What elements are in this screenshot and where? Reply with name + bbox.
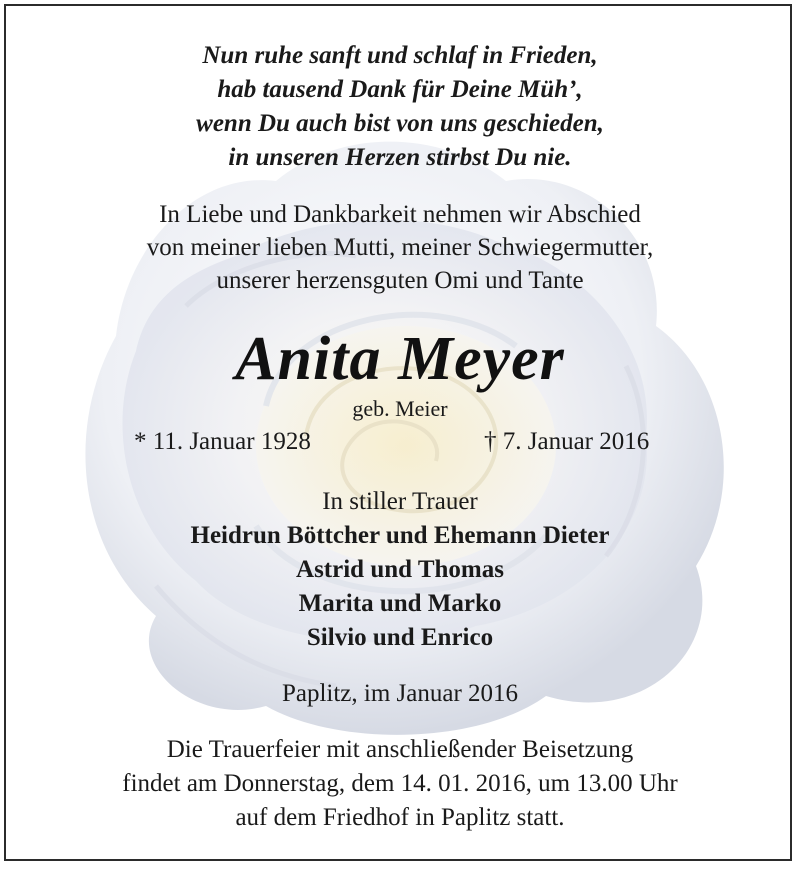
funeral-info-2: findet am Donnerstag, dem 14. 01. 2016, um 13.00 Uhr — [122, 770, 678, 797]
poem-line-3: wenn Du auch bist von uns geschieden, — [196, 110, 604, 137]
death-date: † 7. Januar 2016 — [484, 428, 650, 455]
poem-line-4: in unseren Herzen stirbst Du nie. — [228, 144, 572, 171]
birth-date: * 11. Januar 1928 — [134, 428, 311, 455]
obituary-notice — [4, 4, 792, 861]
mourner-3: Marita und Marko — [298, 590, 502, 617]
intro-line-2: von meiner lieben Mutti, meiner Schwiegermutter, — [146, 234, 654, 261]
mourner-1: Heidrun Böttcher und Ehemann Dieter — [190, 522, 610, 549]
mourner-2: Astrid und Thomas — [296, 556, 504, 583]
funeral-info-3: auf dem Friedhof in Paplitz statt. — [235, 804, 565, 831]
poem-line-2: hab tausend Dank für Deine Müh’, — [217, 76, 583, 103]
poem-line-1: Nun ruhe sanft und schlaf in Frieden, — [202, 42, 598, 69]
funeral-info-1: Die Trauerfeier mit anschließender Beisetzung — [166, 736, 634, 763]
mourner-4: Silvio und Enrico — [306, 624, 494, 651]
deceased-name: Anita Meyer — [235, 325, 565, 393]
intro-line-1: In Liebe und Dankbarkeit nehmen wir Abschied — [159, 201, 641, 228]
birth-name: geb. Meier — [352, 396, 448, 421]
intro-line-3: unserer herzensguten Omi und Tante — [216, 267, 584, 294]
place-date: Paplitz, im Januar 2016 — [281, 680, 519, 707]
mourning-heading: In stiller Trauer — [322, 488, 478, 515]
